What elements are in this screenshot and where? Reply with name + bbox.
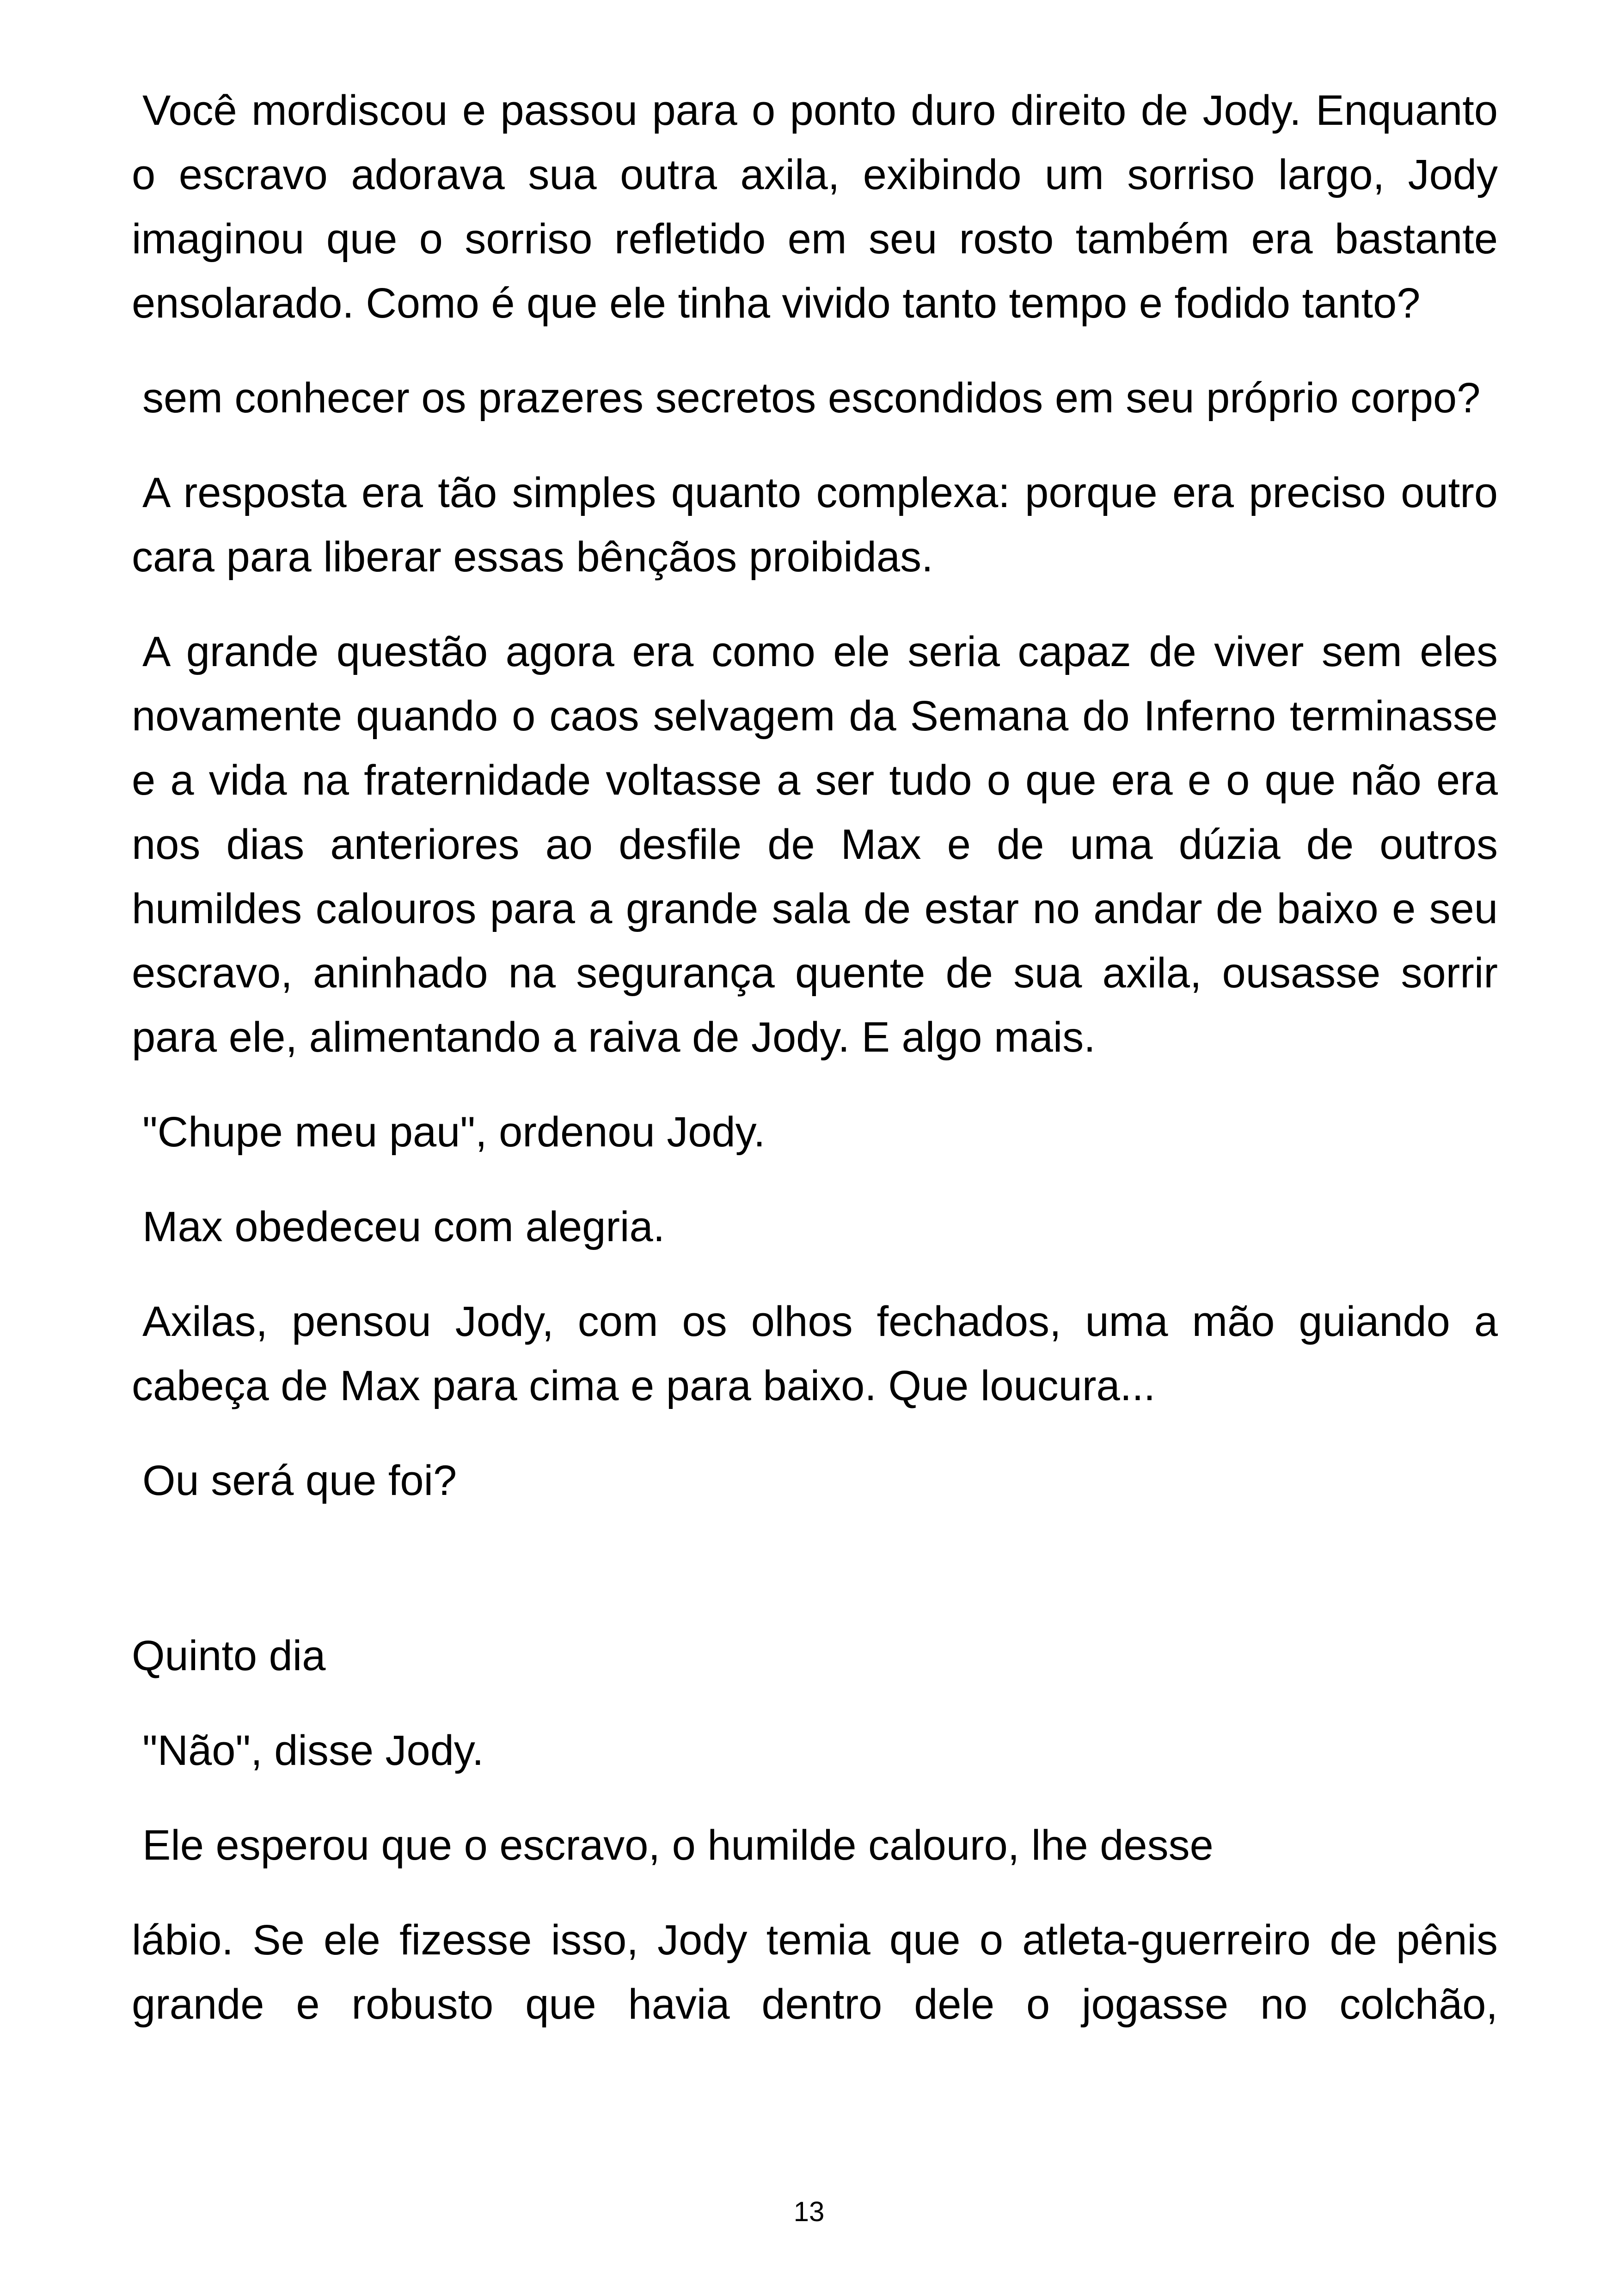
paragraph: lábio. Se ele fizesse isso, Jody temia que o atleta-guerreiro de pênis grande e robusto que havia dentro dele o jogasse no colchão, bbox=[132, 1916, 1498, 2028]
paragraph: Ou será que foi? bbox=[142, 1457, 457, 1504]
paragraph: Você mordiscou e passou para o ponto duro direito de Jody. Enquanto o escravo adorava sua outra axila, exibindo um sorriso largo, Jody imaginou que o sorriso refletido em seu rosto também era bastante ensolarado. Como é que ele tinha vivido tanto tempo e fodido tanto? bbox=[132, 87, 1498, 327]
paragraph: "Não", disse Jody. bbox=[142, 1727, 484, 1774]
paragraph: sem conhecer os prazeres secretos escondidos em seu próprio corpo? bbox=[142, 374, 1481, 422]
page-number: 13 bbox=[793, 2196, 825, 2227]
paragraph: Ele esperou que o escravo, o humilde calouro, lhe desse bbox=[142, 1822, 1214, 1869]
section-title: Quinto dia bbox=[132, 1632, 326, 1679]
paragraph: Max obedeceu com alegria. bbox=[142, 1203, 665, 1250]
paragraph: A grande questão agora era como ele seria capaz de viver sem eles novamente quando o caos selvagem da Semana do Inferno terminasse e a vida na fraternidade voltasse a ser tudo o que era e o que não era nos dias anteriores ao desfile de Max e de uma dúzia de outros humildes calouros para a grande sala de estar no andar de baixo e seu escravo, aninhado na segurança quente de sua axila, ousasse sorrir para ele, alimentando a raiva de Jody. E algo mais. bbox=[132, 628, 1498, 1061]
paragraph: A resposta era tão simples quanto complexa: porque era preciso outro cara para liberar essas bênçãos proibidas. bbox=[132, 469, 1498, 581]
paragraph: "Chupe meu pau", ordenou Jody. bbox=[142, 1108, 766, 1156]
paragraph: Axilas, pensou Jody, com os olhos fechados, uma mão guiando a cabeça de Max para cima e para baixo. Que loucura... bbox=[132, 1298, 1498, 1409]
body-text bbox=[132, 79, 1498, 2067]
